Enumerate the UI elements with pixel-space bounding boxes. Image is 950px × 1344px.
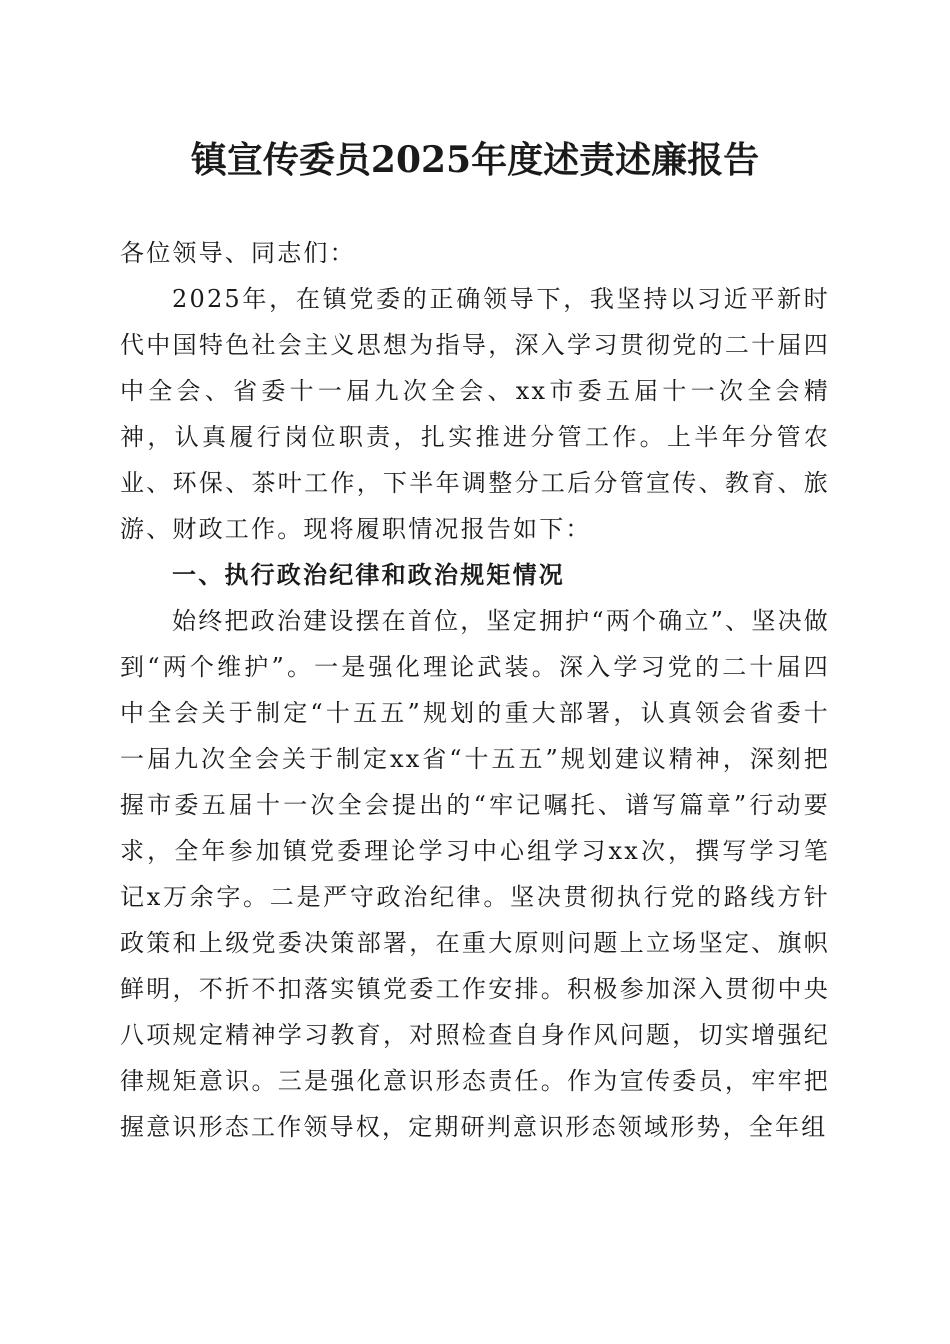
document-title: 镇宣传委员2025年度述责述廉报告 xyxy=(190,139,760,181)
document-body xyxy=(120,230,830,1150)
section-paragraph: 始终把政治建设摆在首位，坚定拥护“两个确立”、坚决做到“两个维护”。一是强化理论武装。深入学习党的二十届四中全会关于制定“十五五”规划的重大部署，认真领会省委十一届九次全会关于制定xx省“十五五”规划建议精神，深刻把握市委五届十一次全会提出的“牢记嘱托、谱写篇章”行动要求，全年参加镇党委理论学习中心组学习xx次，撰写学习笔记x万余字。二是严守政治纪律。坚决贯彻执行党的路线方针政策和上级党委决策部署，在重大原则问题上立场坚定、旗帜鲜明，不折不扣落实镇党委工作安排。积极参加深入贯彻中央八项规定精神学习教育，对照检查自身作风问题，切实增强纪律规矩意识。三是强化意识形态责任。作为宣传委员，牢牢把握意识形态工作领导权，定期研判意识形态领域形势，全年组 xyxy=(120,607,830,1141)
intro-paragraph: 2025年，在镇党委的正确领导下，我坚持以习近平新时代中国特色社会主义思想为指导，深入学习贯彻党的二十届四中全会、省委十一届九次全会、xx市委五届十一次全会精神，认真履行岗位职责，扎实推进分管工作。上半年分管农业、环保、茶叶工作，下半年调整分工后分管宣传、教育、旅游、财政工作。现将履职情况报告如下： xyxy=(120,285,830,543)
section-heading: 一、执行政治纪律和政治规矩情况 xyxy=(172,561,565,589)
salutation: 各位领导、同志们： xyxy=(120,239,356,267)
